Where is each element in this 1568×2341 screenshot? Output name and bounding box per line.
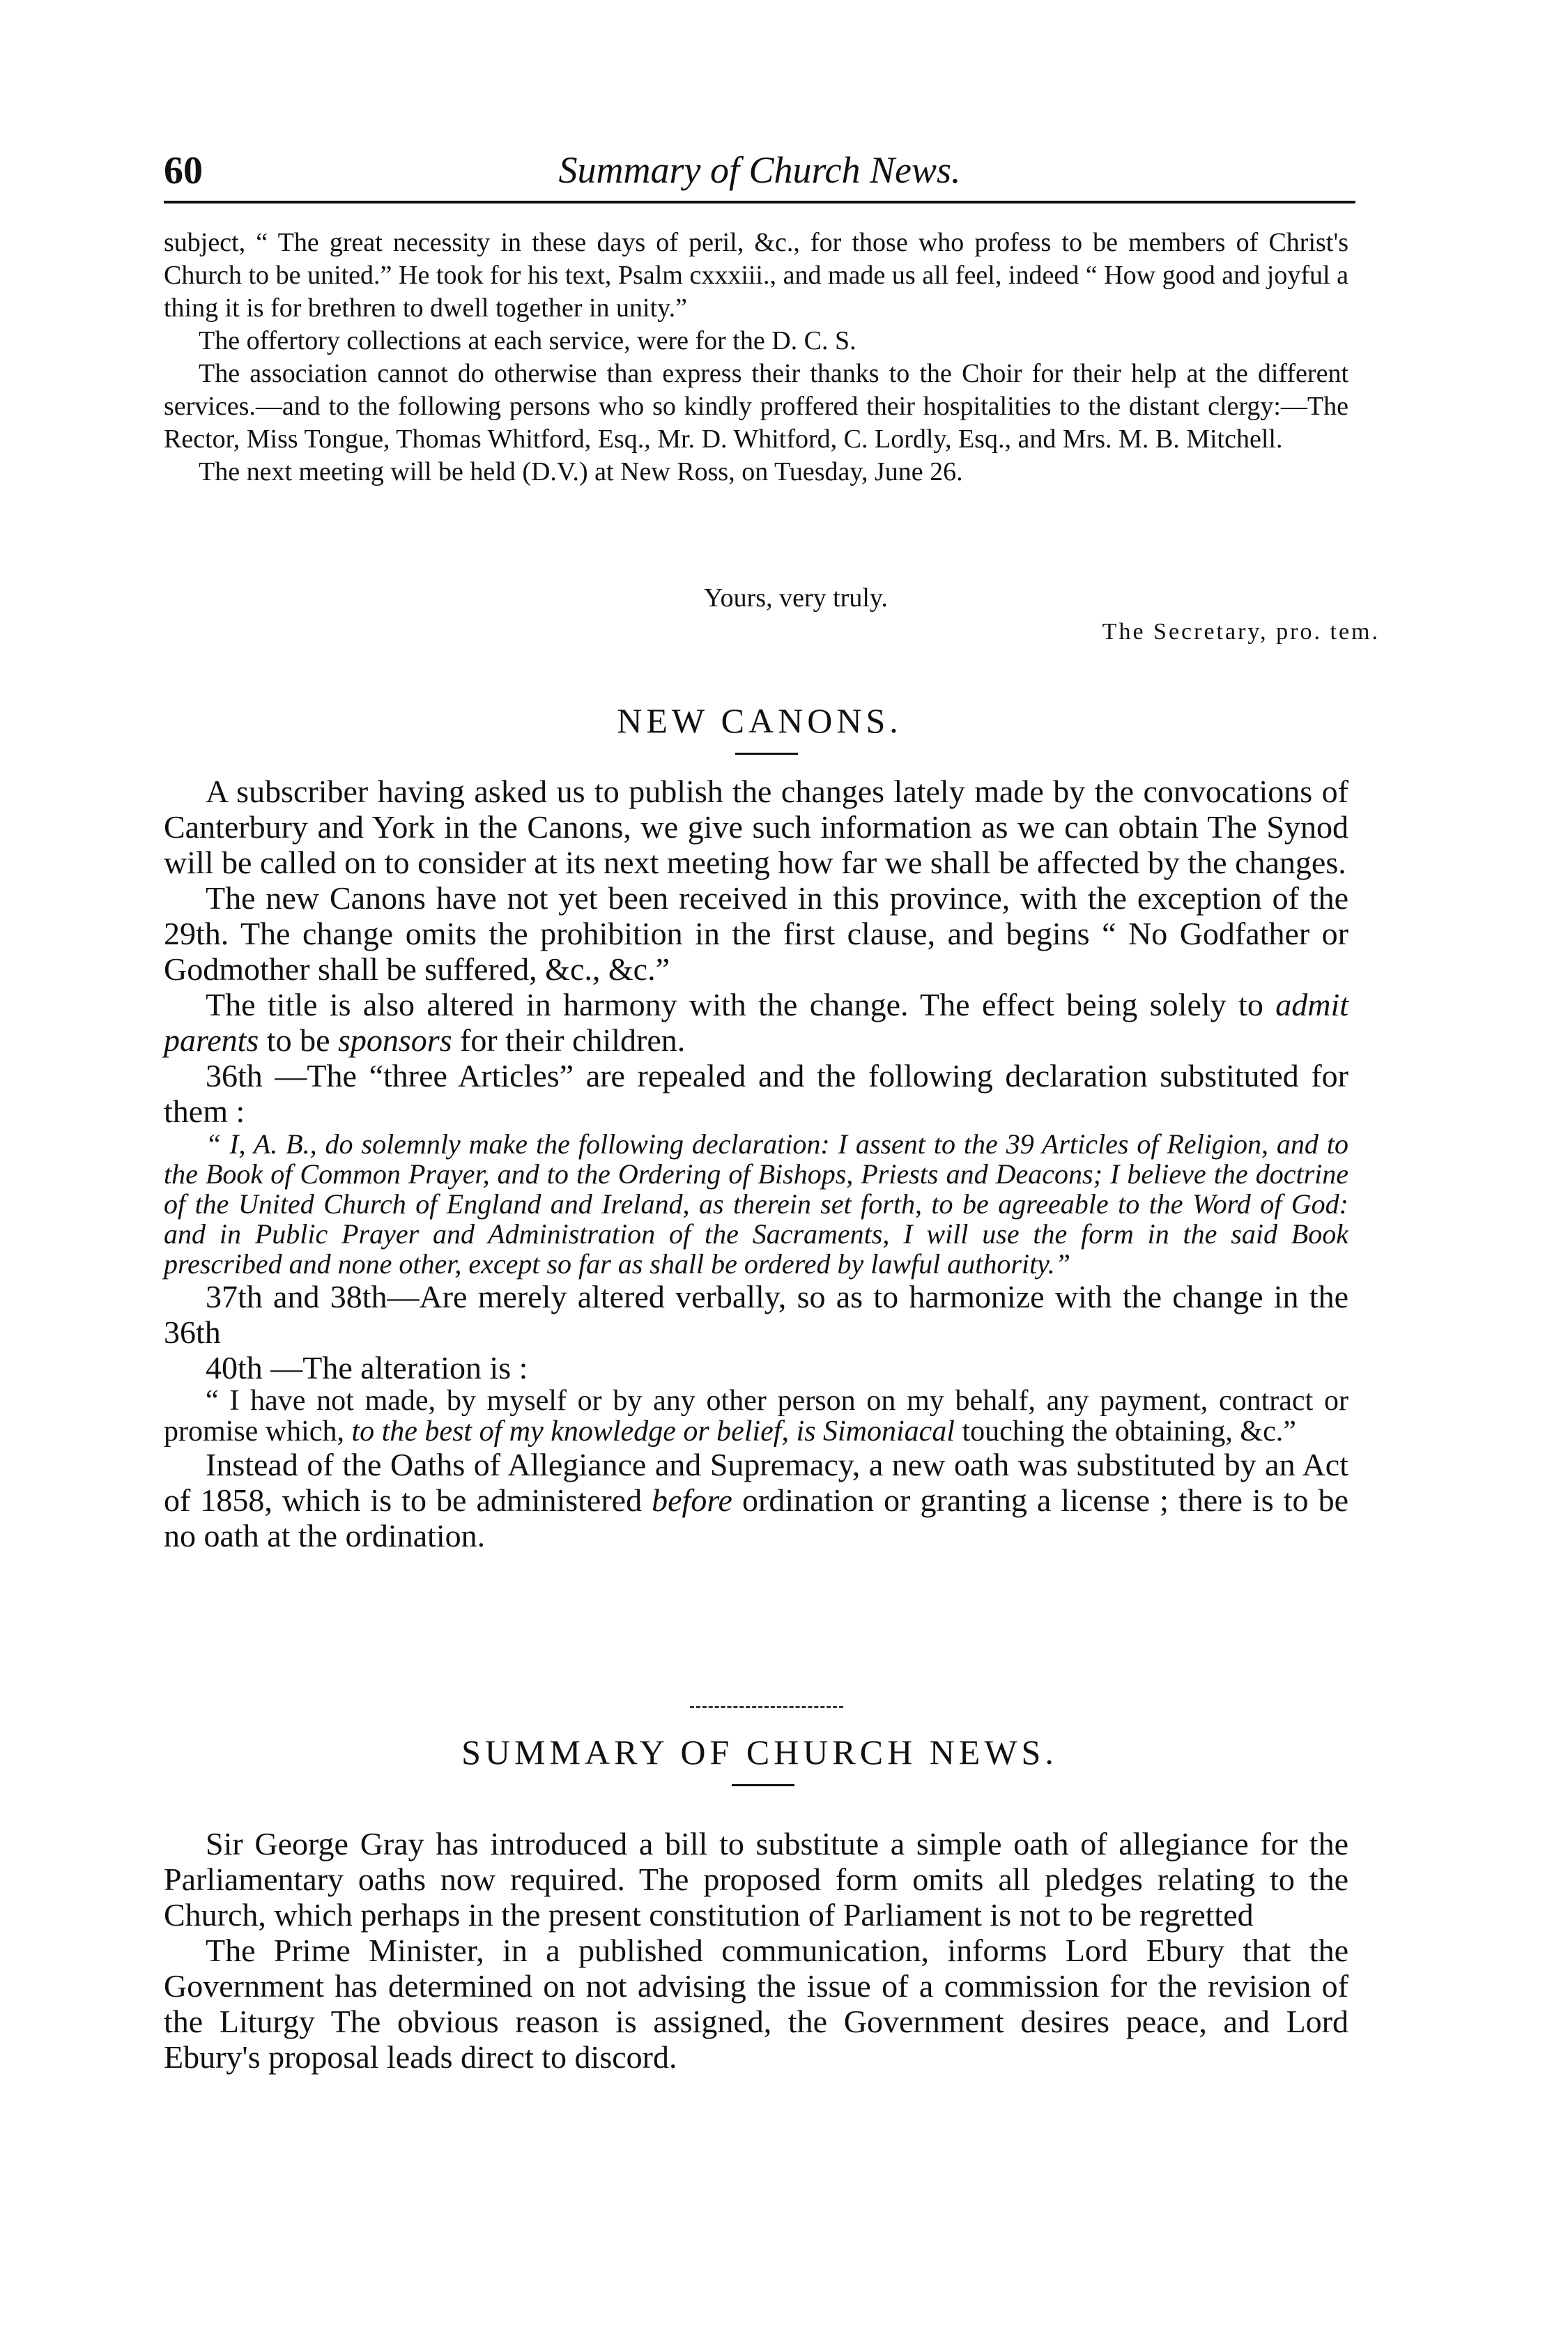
separator-rule — [690, 1706, 843, 1708]
header-rule — [164, 201, 1355, 204]
section-heading-new-canons: NEW CANONS. — [617, 701, 902, 740]
letter-paragraph: The offertory collections at each service, were for the D. C. S. — [199, 326, 856, 355]
canons-paragraph: 36th —The “three Articles” are repealed and the following declaration substituted for them : — [164, 1058, 1348, 1129]
canons-paragraph: The new Canons have not yet been received in this province, with the exception of the 29th. The change omits the prohibition in the first clause, and begins “ No Godfather or Godmother shall be suffered, &c., &c.” — [164, 880, 1348, 987]
section-rule — [732, 1784, 794, 1786]
letter-paragraph: subject, “ The great necessity in these days of peril, &c., for those who profess to be members of Christ's Church to be united.” He took for his text, Psalm cxxxiii., and made us all feel, indeed “ How good and joyful a thing it is for brethren to dwell together in unity.” — [164, 228, 1348, 323]
alteration-quote: “ I have not made, by myself or by any other person on my behalf, any payment, contract or promise which, to the best of my knowledge or belief, is Simoniacal touching the obtaining, &c.” — [164, 1385, 1348, 1448]
summary-body — [164, 1826, 1348, 2075]
letter-closing: Yours, very truly. — [704, 583, 888, 613]
letter-signature: The Secretary, pro. tem. — [1102, 619, 1380, 645]
new-canons-body — [164, 774, 1348, 1553]
canons-paragraph: 40th —The alteration is : — [206, 1350, 528, 1386]
canons-paragraph: Instead of the Oaths of Allegiance and Supremacy, a new oath was substituted by an Act of 1858, which is to be administered before ordination or granting a license ; there is to be no oath at the ordination. — [164, 1447, 1348, 1553]
canons-paragraph: 37th and 38th—Are merely altered verbally, so as to harmonize with the change in the 36th — [164, 1279, 1348, 1350]
declaration-quote: “ I, A. B., do solemnly make the following declaration: I assent to the 39 Articles of Religion, and to the Book of Common Prayer, and to the Ordering of Bishops, Priests and Deacons; I believe the doctrine of the United Church of England and Ireland, as therein set forth, to be agreeable to the Word of God: and in Public Prayer and Administration of the Sacraments, I will use the form in the said Book prescribed and none other, except so far as shall be ordered by lawful authority.” — [164, 1128, 1348, 1280]
summary-paragraph: Sir George Gray has introduced a bill to substitute a simple oath of allegiance for the Parliamentary oaths now required. The proposed form omits all pledges relating to the Church, which perhaps in the present constitution of Parliament is not to be regretted — [164, 1826, 1348, 1933]
page-header — [164, 143, 1355, 199]
letter-body — [164, 227, 1348, 489]
canons-paragraph: A subscriber having asked us to publish the changes lately made by the convocations of Canterbury and York in the Canons, we give such information as we can obtain The Synod will be called on to consider at its next meeting how far we shall be affected by the changes. — [164, 774, 1348, 880]
section-rule — [735, 753, 798, 755]
section-heading-summary: SUMMARY OF CHURCH NEWS. — [461, 1733, 1058, 1772]
summary-paragraph: The Prime Minister, in a published communication, informs Lord Ebury that the Government has determined on not advising the issue of a commission for the revision of the Liturgy The obvious reason is assigned, the Government desires peace, and Lord Ebury's proposal leads direct to discord. — [164, 1933, 1348, 2075]
page-number: 60 — [164, 149, 203, 192]
canons-paragraph: The title is also altered in harmony with the change. The effect being solely to admit parents to be sponsors for their children. — [164, 987, 1348, 1058]
letter-paragraph: The next meeting will be held (D.V.) at New Ross, on Tuesday, June 26. — [199, 457, 963, 486]
running-title: Summary of Church News. — [558, 149, 961, 191]
letter-paragraph: The association cannot do otherwise than express their thanks to the Choir for their help at the different services.—and to the following persons who so kindly proffered their hospitalities to the distant clergy:—The Rector, Miss Tongue, Thomas Whitford, Esq., Mr. D. Whitford, C. Lordly, Esq., and Mrs. M. B. Mitchell. — [164, 359, 1348, 454]
